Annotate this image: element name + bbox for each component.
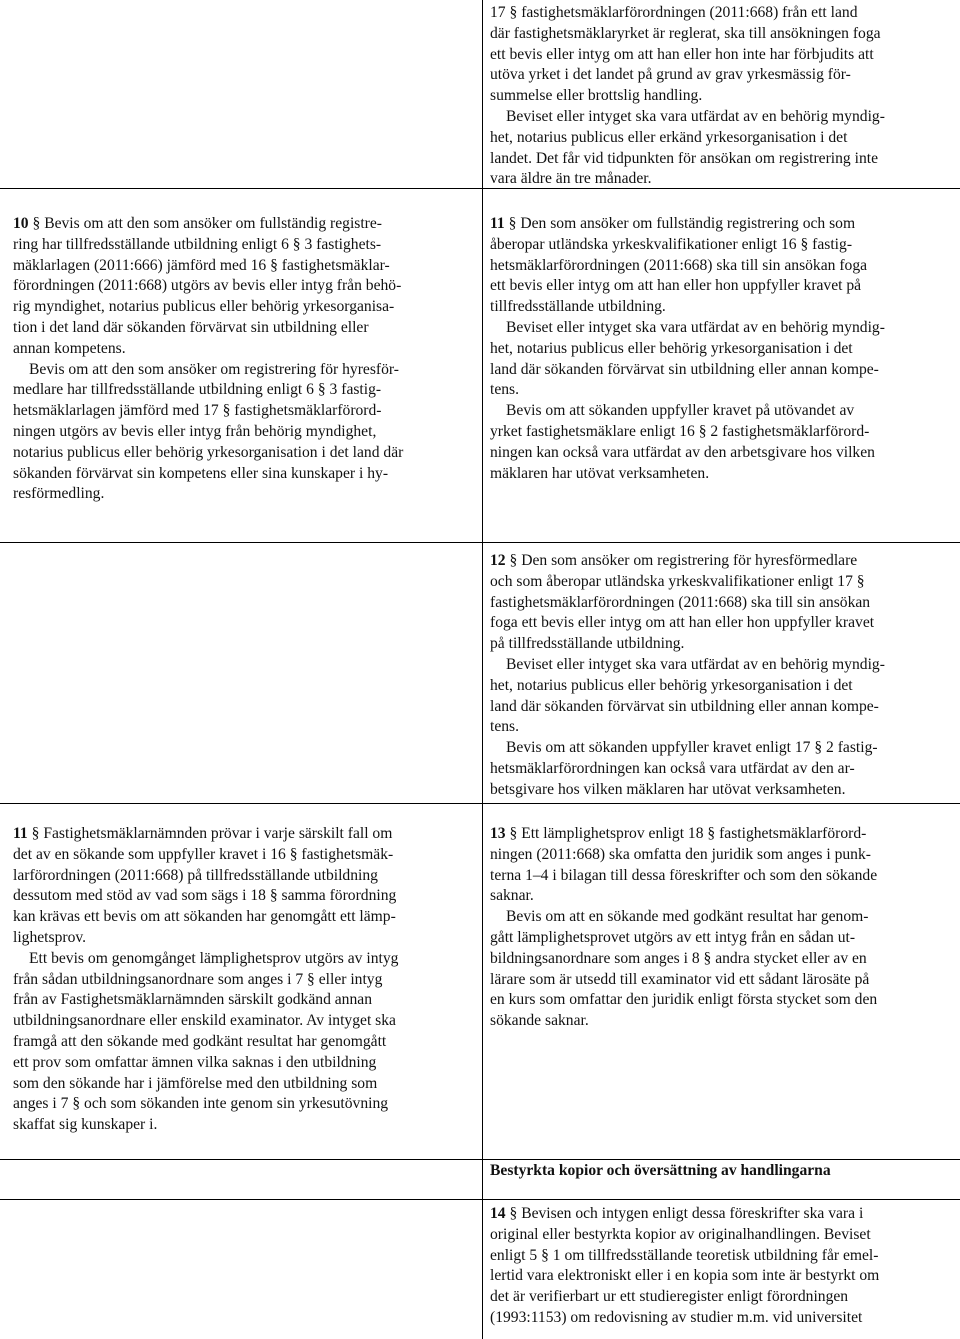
text-line: sökande saknar. (490, 1012, 589, 1030)
text-line: land där sökanden förvärvat sin utbildning eller annan kompe- (490, 360, 879, 378)
text-line: 17 § fastighetsmäklarförordningen (2011:668) från ett land (490, 4, 858, 21)
section-11-left (13, 824, 398, 1136)
text-line: yrket fastighetsmäklare enligt 16 § 2 fastighetsmäklarförord- (490, 422, 870, 440)
text-line: tillfredsställande utbildning. (490, 298, 666, 316)
text-line: dessutom med stöd av vad som sägs i 18 § samma förordning (13, 887, 397, 905)
text-line: hetsmäklarförordningen kan också vara utfärdat av den ar- (490, 759, 855, 777)
text-line: (1993:1153) om redovisning av studier m.m. vid universitet (490, 1308, 863, 1326)
section-number: 13 (490, 825, 506, 842)
text-line: Bevis om att sökanden uppfyller kravet enligt 17 § 2 fastig- (506, 739, 878, 757)
section-number: 11 (13, 825, 28, 842)
text-line: ningen utgörs av bevis eller intyg från behörig myndighet, (13, 422, 377, 440)
text-line: ningen kan också vara utfärdat av den arbetsgivare hos vilken (490, 443, 875, 461)
section-11-right (490, 214, 885, 484)
section-17-continued (490, 3, 885, 190)
text-line: framgå att den sökande med godkänt resultat har genomgått (13, 1032, 387, 1050)
text-line: Ett bevis om genomgånget lämplighetsprov utgörs av intyg (29, 949, 399, 967)
text-line: original eller bestyrkta kopior av originalhandlingen. Beviset (490, 1225, 871, 1243)
cell-left-top (0, 0, 483, 189)
section-14 (490, 1204, 879, 1329)
text-line: enligt 5 § 1 om tillfredsställande teoretisk utbildning får emel- (490, 1246, 879, 1264)
text-line: larförordningen (2011:668) på tillfredsställande utbildning (13, 866, 378, 884)
text-line: terna 1–4 i bilagan till dessa föreskrifter och som den sökande (490, 866, 878, 884)
text-line: bildningsanordnare som anges i 8 § andra stycket eller av en (490, 949, 867, 967)
text-line: sökanden förvärvat sin kompetens eller sina kunskaper i hy- (13, 464, 389, 482)
text-line: 10 § Bevis om att den som ansöker om fullständig registre- (13, 215, 382, 232)
text-line: vara äldre än tre månader. (490, 170, 652, 188)
text-line: 11 § Fastighetsmäklarnämnden prövar i varje särskilt fall om (13, 825, 393, 842)
text-line: lärare som är utsedd till examinator vid ett sådant lärosäte på (490, 970, 870, 988)
text-line: saknar. (490, 887, 534, 905)
text-line: ett bevis eller intyg om att han eller hon inte har förbjudits att (490, 45, 874, 63)
text-line: det av en sökande som uppfyller kravet i 16 § fastighetsmäk- (13, 845, 394, 863)
text-line: 11 § Den som ansöker om fullständig registrering och som (490, 215, 856, 232)
section-13 (490, 824, 877, 1032)
text-line: Beviset eller intyget ska vara utfärdat av en behörig myndig- (506, 655, 885, 673)
text-line: gått lämplighetsprovet utgörs av ett intyg från en sådan ut- (490, 928, 856, 946)
text-line: Bevis om att en sökande med godkänt resultat har genom- (506, 908, 869, 926)
text-line: hetsmäklarförordningen (2011:668) ska till sin ansökan foga (490, 256, 868, 274)
text-line: tens. (490, 381, 520, 399)
cell-left-row6 (0, 1199, 483, 1339)
text-line: ett bevis eller intyg om att han eller hon uppfyller kravet på (490, 277, 862, 295)
cell-left-row3 (0, 542, 483, 804)
text-line: rig myndighet, notarius publicus eller behörig yrkesorganisa- (13, 298, 395, 316)
section-number: 10 (13, 215, 29, 232)
text-line: skaffat sig kunskaper i. (13, 1116, 158, 1134)
text-line: het, notarius publicus eller erkänd yrkesorganisation i det (490, 128, 848, 146)
text-line: fastighetsmäklarförordningen (2011:668) ska till sin ansökan (490, 593, 871, 611)
text-line: het, notarius publicus eller behörig yrkesorganisation i det (490, 676, 853, 694)
text-line: det är verifierbart ur ett studieregister enligt förordningen (490, 1288, 849, 1306)
text-line: landet. Det får vid tidpunkten för ansökan om registrering inte (490, 149, 879, 167)
text-line: foga ett bevis eller intyg om att han eller hon uppfyller kravet (490, 614, 875, 632)
text-line: medlare har tillfredsställande utbildning enligt 6 § 3 fastig- (13, 381, 382, 399)
text-line: och som åberopar utländska yrkeskvalifikationer enligt 17 § (490, 572, 865, 590)
text-line: 14 § Bevisen och intygen enligt dessa föreskrifter ska vara i (490, 1205, 864, 1222)
section-12 (490, 551, 885, 801)
text-line: 13 § Ett lämplighetsprov enligt 18 § fastighetsmäklarförord- (490, 825, 867, 842)
text-line: summelse eller brottslig handling. (490, 87, 703, 105)
text-line: tens. (490, 718, 520, 736)
text-line: anges i 7 § och som sökanden inte genom sin yrkesutövning (13, 1095, 389, 1113)
text-line: lertid vara elektroniskt eller i en kopia som inte är bestyrkt om (490, 1267, 880, 1285)
text-line: där fastighetsmäklaryrket är reglerat, ska till ansökningen foga (490, 24, 881, 42)
text-line: åberopar utländska yrkeskvalifikationer enligt 16 § fastig- (490, 235, 853, 253)
text-line: betsgivare hos vilken mäklaren har utövat verksamheten. (490, 780, 846, 798)
section-10 (13, 214, 403, 505)
text-line: Beviset eller intyget ska vara utfärdat av en behörig myndig- (506, 107, 885, 125)
text-line: lighetsprov. (13, 928, 87, 946)
text-line: resförmedling. (13, 485, 105, 503)
text-line: som den sökande har i jämförelse med den utbildning som (13, 1074, 378, 1092)
text-line: kan krävas ett bevis om att sökanden har genomgått ett lämp- (13, 908, 396, 926)
text-line: på tillfredsställande utbildning. (490, 635, 685, 653)
text-line: Beviset eller intyget ska vara utfärdat av en behörig myndig- (506, 318, 885, 336)
text-line: het, notarius publicus eller behörig yrkesorganisation i det (490, 339, 853, 357)
text-line: en kurs som omfattar den juridik enligt första stycket som den (490, 991, 878, 1009)
section-number: 14 (490, 1205, 506, 1222)
text-line: mäklarlagen (2011:666) jämförd med 16 § fastighetsmäklar- (13, 256, 390, 274)
text-line: hetsmäklarlagen jämförd med 17 § fastighetsmäklarförord- (13, 402, 382, 420)
text-line: utbildningsanordnare eller enskild examinator. Av intyget ska (13, 1012, 396, 1030)
text-line: utöva yrket i det landet på grund av grav yrkesmässig för- (490, 66, 851, 84)
section-number: 12 (490, 552, 506, 569)
text-line: Bevis om att sökanden uppfyller kravet på utövandet av (506, 402, 855, 420)
text-line: ningen (2011:668) ska omfatta den juridik som anges i punk- (490, 845, 871, 863)
text-line: 12 § Den som ansöker om registrering för hyresförmedlare (490, 552, 858, 569)
section-number: 11 (490, 215, 505, 232)
section-heading: Bestyrkta kopior och översättning av handlingarna (490, 1162, 831, 1179)
text-line: ett prov som omfattar ämnen vilka saknas i den utbildning (13, 1053, 377, 1071)
text-line: Bevis om att den som ansöker om registrering för hyresför- (29, 360, 399, 378)
text-line: tion i det land där sökanden förvärvat sin utbildning eller (13, 318, 369, 336)
text-line: förordningen (2011:668) utgörs av bevis eller intyg från behö- (13, 277, 402, 295)
text-line: notarius publicus eller behörig yrkesorganisation i det land där (13, 443, 404, 461)
text-line: land där sökanden förvärvat sin utbildning eller annan kompe- (490, 697, 879, 715)
text-line: annan kompetens. (13, 339, 126, 357)
text-line: från av Fastighetsmäklarnämnden särskilt godkänd annan (13, 991, 372, 1009)
text-line: från sådan utbildningsanordnare som anges i 7 § eller intyg (13, 970, 383, 988)
text-line: mäklaren har utövat verksamheten. (490, 464, 710, 482)
cell-left-row5 (0, 1159, 483, 1200)
text-line: ring har tillfredsställande utbildning enligt 6 § 3 fastighets- (13, 235, 382, 253)
